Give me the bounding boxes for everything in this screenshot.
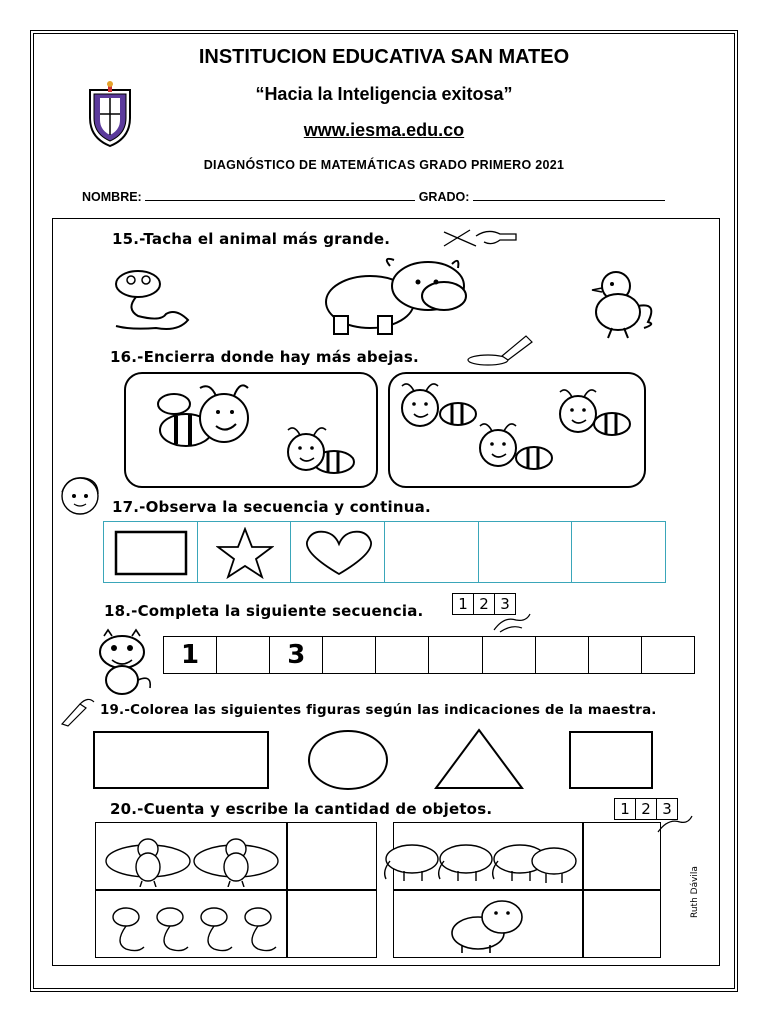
name-field[interactable] — [145, 190, 415, 201]
count-answer-box[interactable] — [583, 823, 660, 889]
pencil-circle-icon — [462, 332, 538, 368]
hint-number: 1 — [615, 799, 636, 819]
square-icon — [114, 530, 188, 576]
question-15: 15.-Tacha el animal más grande. — [112, 230, 391, 248]
sequence-number-cell[interactable] — [217, 637, 270, 673]
sequence-shapes-row — [103, 521, 666, 583]
heart-icon — [301, 528, 377, 578]
hint-number: 2 — [474, 594, 495, 614]
count-answer-box[interactable] — [287, 890, 376, 957]
hint-number: 3 — [662, 800, 672, 818]
dragon-icon — [90, 628, 158, 698]
sequence-cell — [291, 522, 385, 582]
grade-field[interactable] — [473, 190, 665, 201]
elephants-icon — [380, 835, 580, 885]
sequence-number-cell[interactable] — [536, 637, 589, 673]
question-17: 17.-Observa la secuencia y continua. — [112, 498, 431, 516]
pencil-cross-icon — [440, 224, 520, 254]
hint-number: 1 — [453, 594, 474, 614]
document-subtitle: DIAGNÓSTICO DE MATEMÁTICAS GRADO PRIMERO 2021 — [203, 158, 565, 172]
hand-crayon-icon — [58, 694, 98, 728]
grade-label: GRADO: — [418, 190, 470, 204]
bee-group-right — [394, 378, 636, 478]
hint-number: 2 — [636, 799, 657, 819]
sequence-number-cell[interactable] — [642, 637, 694, 673]
circle-shape[interactable] — [306, 728, 390, 792]
sequence-number-cell[interactable] — [429, 637, 482, 673]
sequence-number-cell: 3 — [270, 637, 323, 673]
name-label: NOMBRE: — [82, 190, 142, 204]
question-16: 16.-Encierra donde hay más abejas. — [110, 348, 419, 366]
count-answer-box[interactable] — [287, 823, 376, 889]
counting-grid-right — [393, 822, 661, 958]
square-shape[interactable] — [568, 730, 654, 790]
snake-icon[interactable] — [106, 264, 196, 336]
sequence-number-cell[interactable] — [376, 637, 429, 673]
bee-icon — [288, 428, 354, 473]
author-signature: Ruth Dávila — [690, 866, 700, 918]
name-grade-line — [82, 190, 665, 204]
sequence-blank-cell[interactable] — [385, 522, 479, 582]
sequence-number-cell[interactable] — [589, 637, 642, 673]
counting-grid-left — [95, 822, 377, 958]
snakes-icon — [104, 903, 280, 955]
hippo-small-icon — [444, 895, 530, 955]
hand-pencil-icon — [490, 610, 534, 636]
question-20: 20.-Cuenta y escribe la cantidad de objetos. — [110, 800, 493, 818]
school-motto: “Hacia la Inteligencia exitosa” — [255, 84, 513, 104]
question-19: 19.-Colorea las siguientes figuras según las indicaciones de la maestra. — [100, 703, 657, 718]
bee-icon — [480, 424, 552, 469]
triangle-shape[interactable] — [434, 728, 524, 790]
rectangle-shape[interactable] — [92, 730, 270, 790]
sequence-cell — [198, 522, 292, 582]
sequence-number-cell[interactable] — [483, 637, 536, 673]
question-18: 18.-Completa la siguiente secuencia. — [104, 602, 424, 620]
bee-icon — [402, 384, 476, 426]
number-sequence-row — [163, 636, 695, 674]
school-name: INSTITUCION EDUCATIVA SAN MATEO — [198, 46, 570, 68]
bee-icon — [158, 385, 248, 446]
bee-group-left — [134, 378, 362, 478]
chick-icon[interactable] — [588, 266, 664, 342]
girl-face-icon — [50, 472, 110, 522]
bee-icon — [560, 390, 630, 435]
sequence-blank-cell[interactable] — [572, 522, 665, 582]
sequence-blank-cell[interactable] — [479, 522, 573, 582]
sequence-number-cell: 1 — [164, 637, 217, 673]
sequence-number-cell[interactable] — [323, 637, 376, 673]
star-icon — [216, 527, 274, 579]
turkeys-icon — [100, 827, 284, 887]
sequence-cell — [104, 522, 198, 582]
hippo-icon[interactable] — [318, 256, 474, 338]
school-website-link[interactable]: www.iesma.edu.co — [303, 120, 465, 140]
count-answer-box[interactable] — [583, 890, 660, 957]
hint-number: 3 — [500, 595, 510, 613]
